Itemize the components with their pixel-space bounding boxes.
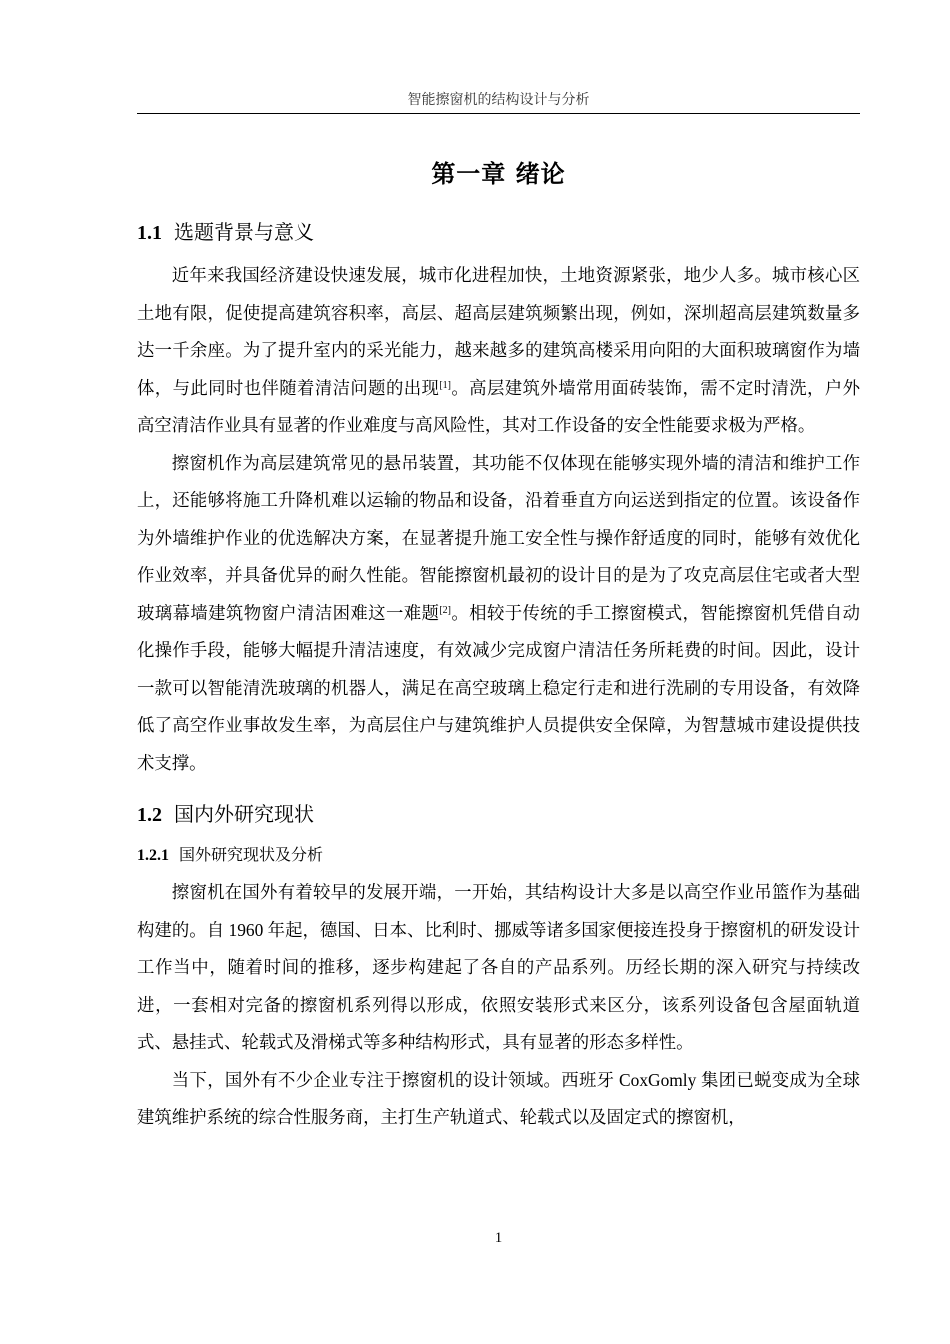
running-header: 智能擦窗机的结构设计与分析 bbox=[407, 93, 590, 108]
citation: [1] bbox=[439, 379, 451, 391]
citation: [2] bbox=[439, 604, 451, 616]
paragraph: 擦窗机在国外有着较早的发展开端，一开始，其结构设计大多是以高空作业吊篮作为基础构建的。自 1960 年起，德国、日本、比利时、挪威等诸多国家便接连投身于擦窗机的研发设计工作当中，随着时间的推移，逐步构建起了各自的产品系列。历经长期的深入研究与持续改进，一套相对完备的擦窗机系列得以形成，依照安装形式来区分，该系列设备包含屋面轨道式、悬挂式、轮载式及滑梯式等多种结构形式，具有显著的形态多样性。 bbox=[137, 882, 860, 1052]
subsection-title: 国外研究现状及分析 bbox=[179, 845, 324, 864]
subsection-heading-1-2-1 bbox=[137, 839, 860, 872]
paragraph-text: 。高层建筑外墙常用面砖装饰，需不定时清洗，户外高空清洁作业具有显著的作业难度与高风险性，其对工作设备的安全性能要求极为严格。 bbox=[137, 377, 860, 435]
page-body bbox=[137, 148, 860, 1137]
section-heading-1-2 bbox=[137, 796, 860, 833]
section-heading-1-1 bbox=[137, 214, 860, 251]
header-rule bbox=[137, 113, 860, 114]
paragraph: 当下，国外有不少企业专注于擦窗机的设计领域。西班牙 CoxGomly 集团已蜕变成为全球建筑维护系统的综合性服务商，主打生产轨道式、轮载式以及固定式的擦窗机， bbox=[137, 1069, 860, 1127]
section-number: 1.2 bbox=[137, 804, 162, 826]
section-title: 国内外研究现状 bbox=[174, 802, 314, 826]
section-title: 选题背景与意义 bbox=[174, 220, 314, 244]
paragraph-text: 。相较于传统的手工擦窗模式，智能擦窗机凭借自动化操作手段，能够大幅提升清洁速度，有效减少完成窗户清洁任务所耗费的时间。因此，设计一款可以智能清洗玻璃的机器人，满足在高空玻璃上稳定行走和进行洗刷的专用设备，有效降低了高空作业事故发生率，为高层住户与建筑维护人员提供安全保障，为智慧城市建设提供技术支撑。 bbox=[137, 602, 860, 773]
section-number: 1.1 bbox=[137, 222, 162, 244]
page-number: 1 bbox=[494, 1230, 503, 1246]
paragraph bbox=[137, 257, 860, 445]
paragraph-text: 擦窗机作为高层建筑常见的悬吊装置，其功能不仅体现在能够实现外墙的清洁和维护工作上，还能够将施工升降机难以运输的物品和设备，沿着垂直方向运送到指定的位置。该设备作为外墙维护作业的优选解决方案，在显著提升施工安全性与操作舒适度的同时，能够有效优化作业效率，并具备优异的耐久性能。智能擦窗机最初的设计目的是为了攻克高层住宅或者大型玻璃幕墙建筑物窗户清洁困难这一难题 bbox=[137, 452, 860, 623]
paragraph bbox=[137, 445, 860, 783]
chapter-title: 第一章 绪论 bbox=[431, 160, 566, 188]
subsection-number: 1.2.1 bbox=[137, 847, 169, 864]
paragraph-text: 近年来我国经济建设快速发展，城市化进程加快，土地资源紧张，地少人多。城市核心区土地有限，促使提高建筑容积率，高层、超高层建筑频繁出现，例如，深圳超高层建筑数量多达一千余座。为了提升室内的采光能力，越来越多的建筑高楼采用向阳的大面积玻璃窗作为墙体，与此同时也伴随着清洁问题的出现 bbox=[137, 265, 860, 398]
